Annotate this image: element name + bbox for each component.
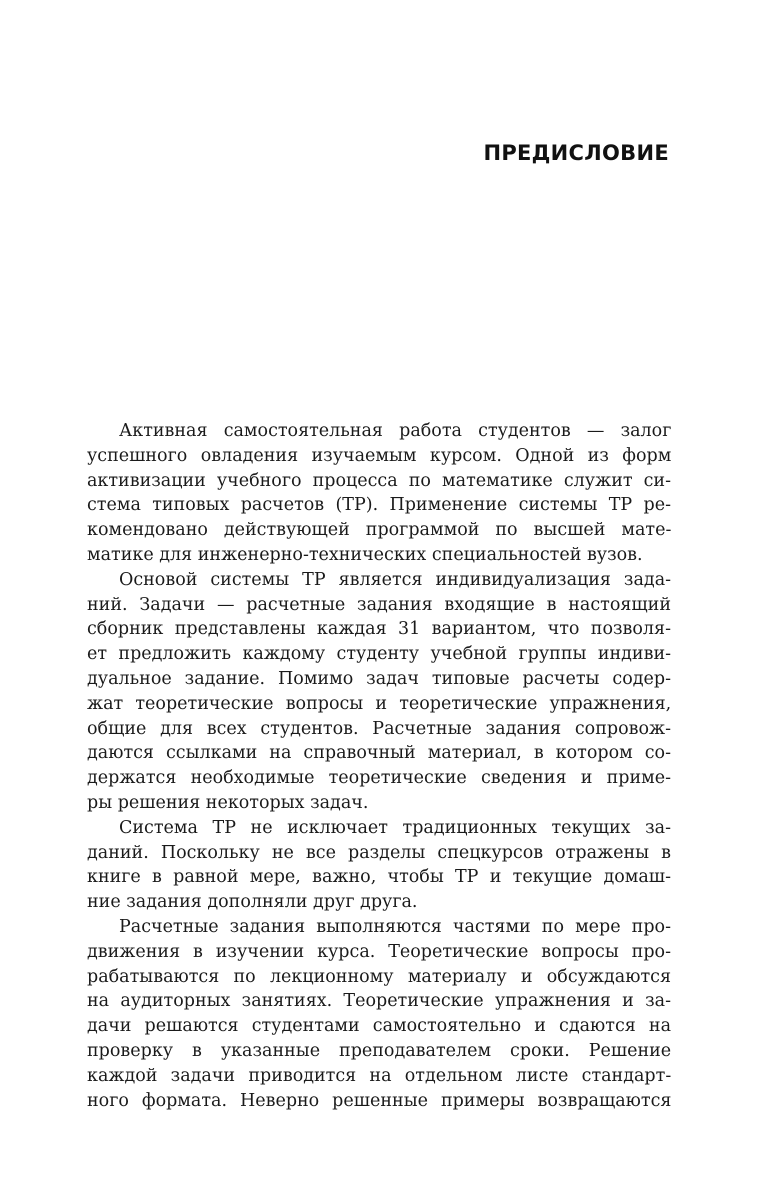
paragraph-4-line-7: каждой задачи приводится на отдельном листе стандарт- xyxy=(87,1065,672,1086)
paragraph-2-line-2: ний. Задачи — расчетные задания входящие в настоящий xyxy=(87,594,671,615)
page-title: ПРЕДИСЛОВИЕ xyxy=(483,141,669,165)
paragraph-2-line-5: дуальное задание. Помимо задач типовые расчеты содер- xyxy=(87,668,671,689)
paragraph-4-line-3: рабатываются по лекционному материалу и обсуждаются xyxy=(87,966,671,987)
paragraph-3-line-3: книге в равной мере, важно, чтобы ТР и текущие домаш- xyxy=(87,867,671,888)
paragraph-2-line-9: держатся необходимые теоретические сведения и приме- xyxy=(87,768,671,789)
paragraph-3-line-1: Система ТР не исключает традиционных текущих за- xyxy=(119,817,671,838)
paragraph-4-line-5: дачи решаются студентами самостоятельно и сдаются на xyxy=(87,1016,671,1037)
paragraph-2-line-3: сборник представлены каждая 31 вариантом, что позволя- xyxy=(87,619,671,640)
paragraph-4-line-8: ного формата. Неверно решенные примеры возвращаются xyxy=(87,1090,672,1111)
paragraph-4-line-4: на аудиторных занятиях. Теоретические упражнения и за- xyxy=(87,991,671,1012)
paragraph-1-line-1: Активная самостоятельная работа студентов — залог xyxy=(119,421,672,441)
paragraph-4-line-2: движения в изучении курса. Теоретические вопросы про- xyxy=(87,941,671,962)
paragraph-1-line-4: стема типовых расчетов (ТР). Применение системы ТР ре- xyxy=(87,495,671,516)
paragraph-2-line-1: Основой системы ТР является индивидуализация зада- xyxy=(119,569,672,590)
paragraph-3-line-4: ние задания дополняли друг друга. xyxy=(87,892,418,913)
paragraph-2-line-10: ры решения некоторых задач. xyxy=(87,792,369,813)
paragraph-4-line-1: Расчетные задания выполняются частями по мере про- xyxy=(119,916,671,937)
paragraph-2-line-4: ет предложить каждому студенту учебной группы индиви- xyxy=(87,644,672,665)
paragraph-2-line-6: жат теоретические вопросы и теоретические упражнения, xyxy=(87,693,672,714)
paragraph-2-line-8: даются ссылками на справочный материал, в котором со- xyxy=(87,743,671,764)
paragraph-1-line-3: активизации учебного процесса по математике служит си- xyxy=(87,470,671,491)
paragraph-4-line-6: проверку в указанные преподавателем сроки. Решение xyxy=(87,1040,672,1061)
paragraph-2-line-7: общие для всех студентов. Расчетные задания сопровож- xyxy=(87,718,672,739)
paragraph-1-line-2: успешного овладения изучаемым курсом. Одной из форм xyxy=(87,445,672,466)
body-text xyxy=(87,419,671,1113)
paragraph-3-line-2: даний. Поскольку не все разделы спецкурсов отражены в xyxy=(87,842,671,863)
paragraph-1-line-5: комендовано действующей программой по высшей мате- xyxy=(87,520,672,541)
paragraph-1-line-6: матике для инженерно-технических специальностей вузов. xyxy=(87,544,643,565)
